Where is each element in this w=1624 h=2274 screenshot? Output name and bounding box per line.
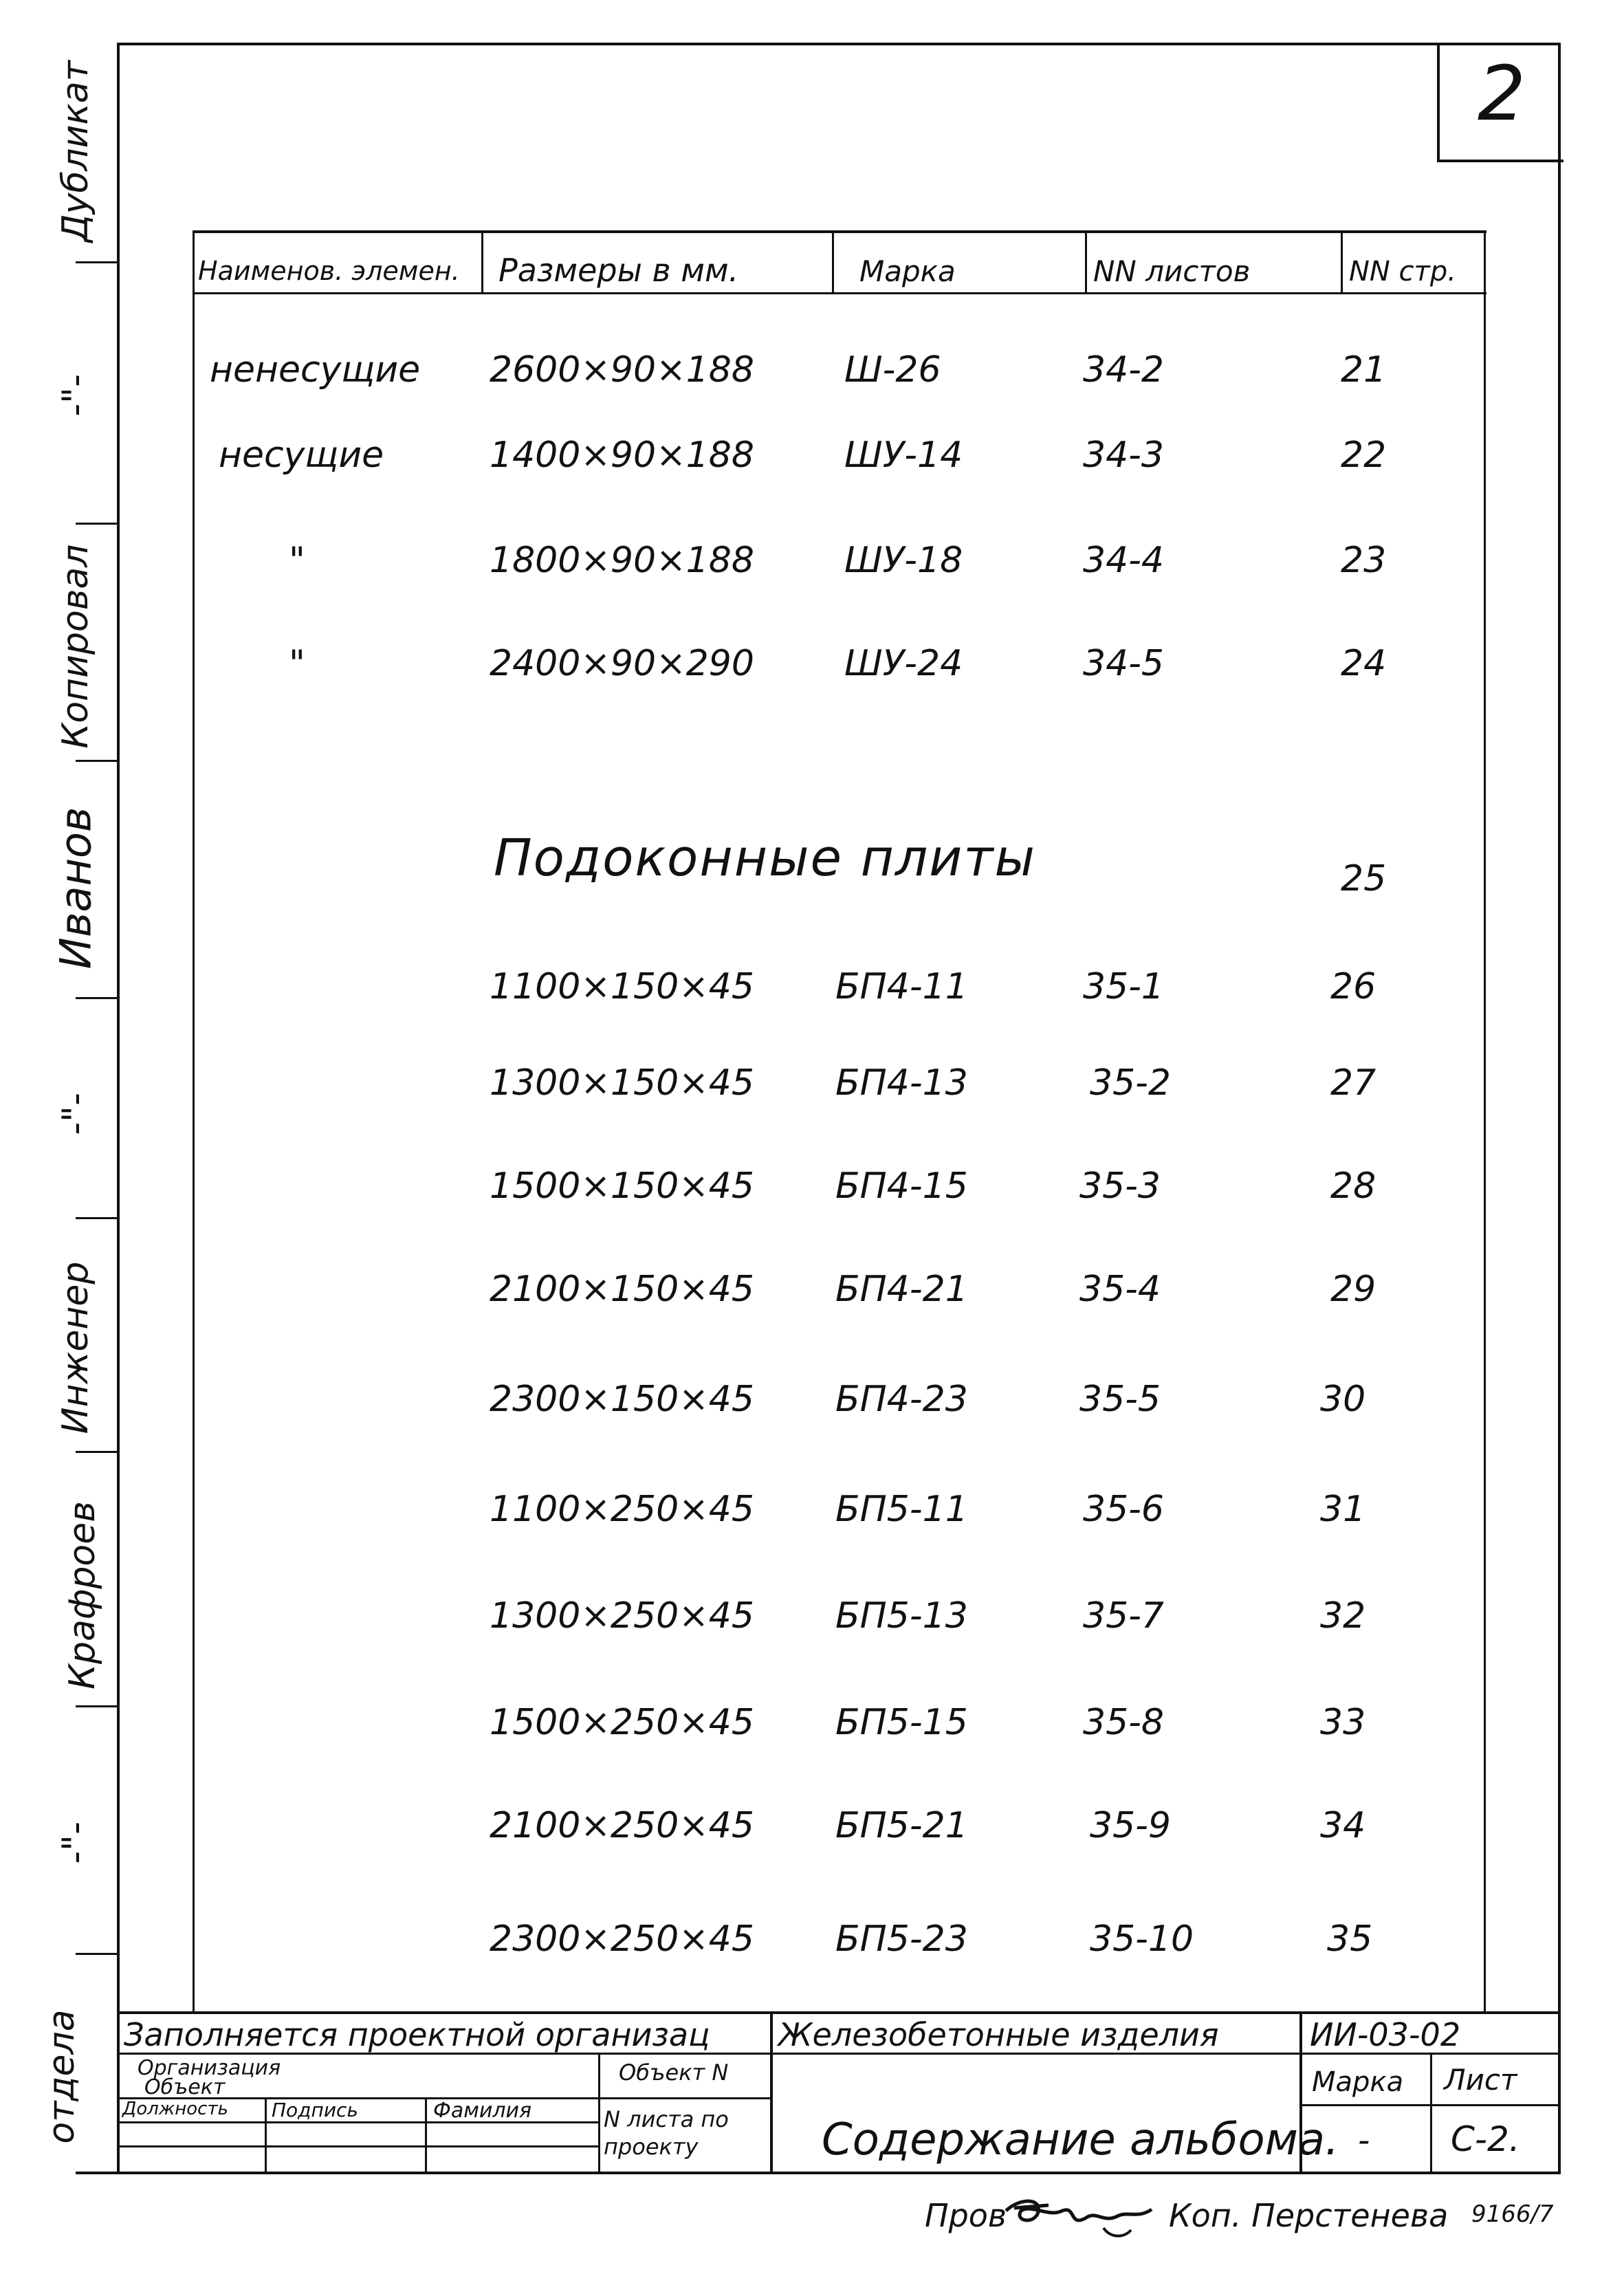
row-mark: БП4-13 bbox=[835, 1062, 968, 1104]
table-left-line bbox=[193, 230, 195, 2011]
row-sheets: 34-4 bbox=[1083, 540, 1165, 581]
row-mark: БП5-23 bbox=[835, 1918, 968, 1960]
sheet-number-box bbox=[1437, 43, 1563, 162]
table-header-bottom-line bbox=[193, 292, 1486, 294]
tb-filled-by: Заполняется проектной организац bbox=[124, 2016, 710, 2053]
row-page: 34 bbox=[1320, 1805, 1366, 1846]
strip-tick-5 bbox=[76, 1217, 120, 1219]
row-size: 1400×90×188 bbox=[490, 435, 754, 476]
row-page: 32 bbox=[1320, 1595, 1366, 1637]
row-mark: БП5-11 bbox=[835, 1489, 968, 1530]
row-size: 1800×90×188 bbox=[490, 540, 754, 581]
row-page: 33 bbox=[1320, 1702, 1366, 1743]
strip-tick-8 bbox=[76, 1953, 120, 1955]
row-page: 24 bbox=[1341, 643, 1387, 684]
tb-left-row4 bbox=[117, 2145, 598, 2147]
row-name: " bbox=[289, 540, 305, 581]
footer-copied: Коп. Перстенева bbox=[1169, 2197, 1449, 2234]
row-size: 1100×250×45 bbox=[490, 1489, 754, 1530]
row-mark: БП4-15 bbox=[835, 1166, 968, 1207]
tb-left-col1 bbox=[265, 2097, 267, 2173]
frame-right bbox=[1558, 43, 1561, 2174]
row-size: 2400×90×290 bbox=[490, 643, 754, 684]
row-size: 1100×150×45 bbox=[490, 966, 754, 1007]
row-mark: ШУ-24 bbox=[844, 643, 963, 684]
tb-mark-value: - bbox=[1358, 2121, 1370, 2160]
strip-text-copied: Копировал bbox=[55, 544, 96, 749]
frame-top bbox=[117, 43, 1561, 45]
row-size: 2300×250×45 bbox=[490, 1918, 754, 1960]
tb-doc-title: Содержание альбома. bbox=[822, 2114, 1339, 2165]
row-sheets: 35-2 bbox=[1090, 1062, 1172, 1104]
tb-sheet-value: С-2. bbox=[1451, 2119, 1520, 2159]
row-page: 22 bbox=[1341, 435, 1387, 476]
tb-sep-sheet bbox=[1430, 2053, 1432, 2173]
row-mark: БП5-21 bbox=[835, 1805, 968, 1846]
row-sheets: 35-1 bbox=[1083, 966, 1165, 1007]
row-name: ненесущие bbox=[210, 349, 421, 391]
row-size: 2100×250×45 bbox=[490, 1805, 754, 1846]
strip-text-ivanov: Иванов bbox=[50, 807, 101, 970]
tb-code: ИИ-03-02 bbox=[1310, 2016, 1461, 2053]
strip-text-department: отдела bbox=[41, 2009, 83, 2144]
row-page: 26 bbox=[1330, 966, 1376, 1007]
footer-checked: Пров bbox=[925, 2197, 1007, 2234]
header-size: Размеры в мм. bbox=[498, 252, 739, 289]
table-top-line bbox=[193, 230, 1486, 233]
strip-text-engineer: Инженер bbox=[55, 1261, 96, 1434]
row-sheets: 34-5 bbox=[1083, 643, 1165, 684]
header-sheets: NN листов bbox=[1093, 254, 1251, 288]
row-mark: ШУ-14 bbox=[844, 435, 963, 476]
tb-mark-label: Марка bbox=[1312, 2066, 1404, 2098]
row-mark: БП4-23 bbox=[835, 1379, 968, 1420]
row-size: 2100×150×45 bbox=[490, 1269, 754, 1310]
row-name: " bbox=[289, 643, 305, 684]
frame-left bbox=[117, 43, 120, 2174]
row-page: 35 bbox=[1327, 1918, 1373, 1960]
tb-object: Объект bbox=[144, 2075, 226, 2099]
header-sep-2 bbox=[832, 230, 834, 294]
tb-objno-row bbox=[598, 2097, 770, 2099]
row-mark: БП5-13 bbox=[835, 1595, 968, 1637]
row-page: 27 bbox=[1330, 1062, 1376, 1104]
tb-col-surname: Фамилия bbox=[433, 2099, 532, 2123]
row-sheets: 35-6 bbox=[1083, 1489, 1165, 1530]
row-page: 23 bbox=[1341, 540, 1387, 581]
row-page: 29 bbox=[1330, 1269, 1376, 1310]
row-sheets: 35-8 bbox=[1083, 1702, 1165, 1743]
header-name: Наименов. элемен. bbox=[198, 256, 460, 286]
tb-sep-left-col bbox=[770, 2011, 773, 2173]
row-mark: БП4-21 bbox=[835, 1269, 968, 1310]
row-sheets: 34-3 bbox=[1083, 435, 1165, 476]
strip-text-ditto-1: -"- bbox=[55, 374, 96, 417]
strip-tick-2 bbox=[76, 523, 120, 525]
header-sep-3 bbox=[1085, 230, 1087, 294]
row-mark: ШУ-18 bbox=[844, 540, 963, 581]
row-page: 21 bbox=[1341, 349, 1387, 391]
strip-tick-4 bbox=[76, 997, 120, 999]
strip-text-ditto-2: -"- bbox=[55, 1093, 96, 1135]
row-sheets: 35-9 bbox=[1090, 1805, 1172, 1846]
row-mark: Ш-26 bbox=[844, 349, 941, 391]
tb-object-no: Объект N bbox=[619, 2059, 729, 2086]
tb-top-line bbox=[117, 2011, 1561, 2014]
row-page: 30 bbox=[1320, 1379, 1366, 1420]
tb-sheet-label: Лист bbox=[1444, 2063, 1517, 2097]
row-sheets: 35-10 bbox=[1090, 1918, 1194, 1960]
row-mark: БП5-15 bbox=[835, 1702, 968, 1743]
tb-product-type: Железобетонные изделия bbox=[778, 2016, 1219, 2053]
tb-left-col2 bbox=[425, 2097, 427, 2173]
header-sep-4 bbox=[1341, 230, 1343, 294]
row-sheets: 35-5 bbox=[1079, 1379, 1161, 1420]
header-mark: Марка bbox=[859, 254, 956, 288]
row-size: 1300×250×45 bbox=[490, 1595, 754, 1637]
strip-tick-3 bbox=[76, 760, 120, 762]
tb-left-sep-obj bbox=[598, 2053, 600, 2173]
row-size: 2600×90×188 bbox=[490, 349, 754, 391]
tb-organization: Организация bbox=[138, 2056, 281, 2080]
row-name: несущие bbox=[219, 435, 384, 476]
tb-col-signature: Подпись bbox=[272, 2099, 358, 2121]
footer-number: 9166/7 bbox=[1471, 2200, 1554, 2228]
row-size: 1300×150×45 bbox=[490, 1062, 754, 1104]
section-title: Подоконные плиты bbox=[494, 829, 1036, 888]
strip-tick-7 bbox=[76, 1705, 120, 1707]
sheet-number: 2 bbox=[1478, 50, 1526, 138]
checker-signature-icon bbox=[1000, 2190, 1159, 2245]
tb-col-position: Должность bbox=[122, 2099, 228, 2119]
tb-sheet-no-by-project: N листа по проекту bbox=[604, 2106, 729, 2160]
row-size: 1500×250×45 bbox=[490, 1702, 754, 1743]
row-size: 2300×150×45 bbox=[490, 1379, 754, 1420]
header-page: NN стр. bbox=[1349, 256, 1456, 287]
row-sheets: 34-2 bbox=[1083, 349, 1165, 391]
strip-text-ditto-3: -"- bbox=[55, 1822, 96, 1864]
row-size: 1500×150×45 bbox=[490, 1166, 754, 1207]
strip-tick-1 bbox=[76, 261, 120, 263]
section-page: 25 bbox=[1341, 858, 1387, 899]
tb-right-mid-line bbox=[1299, 2104, 1561, 2106]
table-right-line bbox=[1484, 230, 1486, 2011]
frame-bottom bbox=[76, 2172, 1561, 2174]
row-page: 31 bbox=[1320, 1489, 1366, 1530]
strip-tick-6 bbox=[76, 1451, 120, 1453]
strip-text-duplicate: Дубликат bbox=[55, 60, 96, 243]
row-sheets: 35-7 bbox=[1083, 1595, 1165, 1637]
row-sheets: 35-3 bbox=[1079, 1166, 1161, 1207]
row-mark: БП4-11 bbox=[835, 966, 968, 1007]
row-page: 28 bbox=[1330, 1166, 1376, 1207]
strip-text-surname: Крафроев bbox=[62, 1501, 103, 1690]
header-sep-1 bbox=[481, 230, 483, 294]
row-sheets: 35-4 bbox=[1079, 1269, 1161, 1310]
